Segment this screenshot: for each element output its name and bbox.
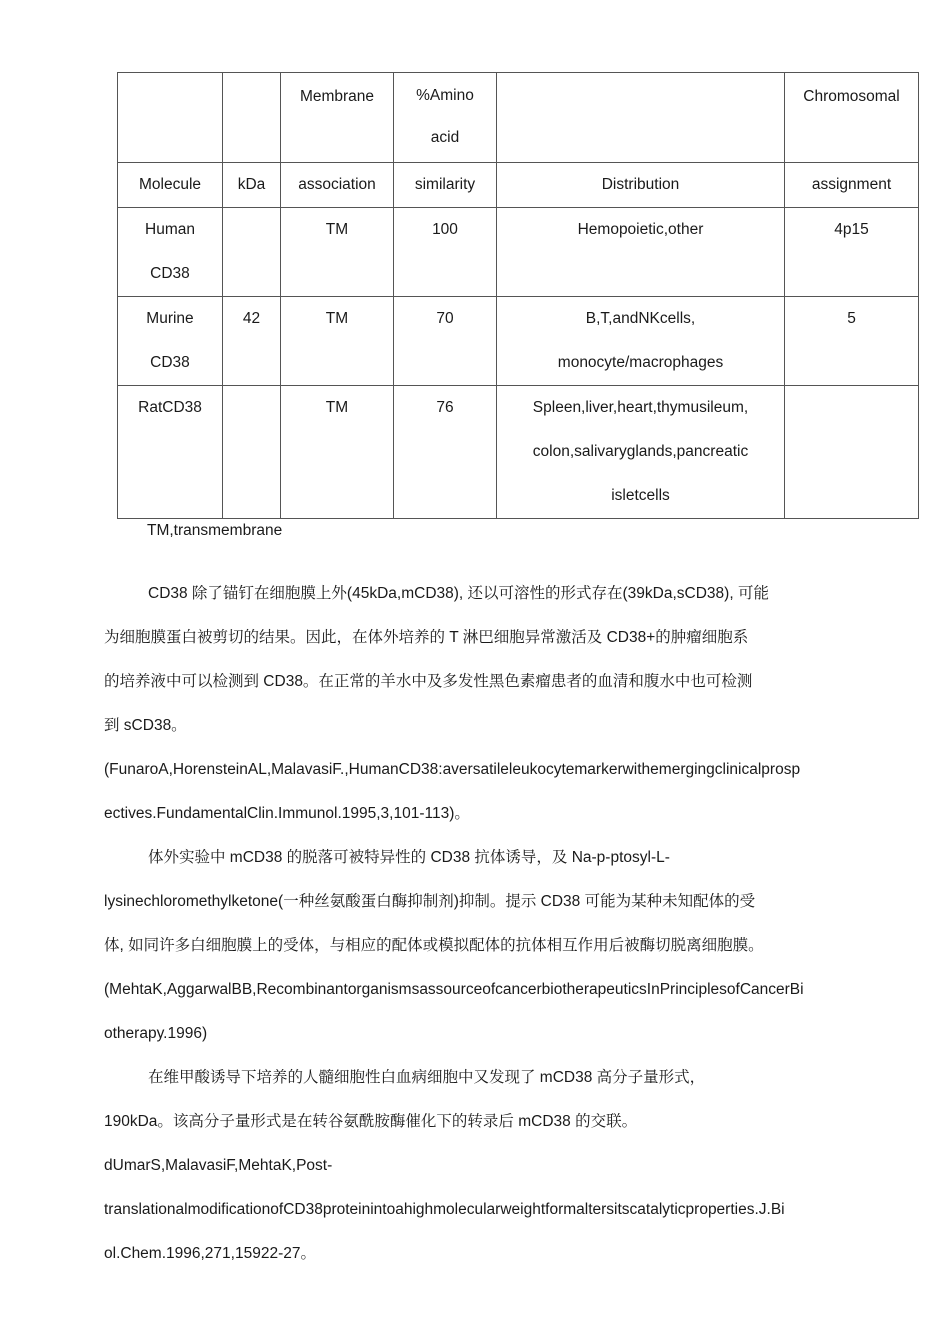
table-header-row-top [118, 73, 919, 163]
distribution-line: monocyte/macrophages [557, 354, 724, 371]
distribution-line: Spleen,liver,heart,thymusileum, [532, 399, 749, 416]
distribution-line: isletcells [611, 487, 670, 504]
paragraph-1 [104, 572, 864, 1276]
header-association: association [281, 163, 394, 208]
cell-membrane: TM [281, 386, 394, 519]
text-line: 的培养液中可以检测到 CD38。在正常的羊水中及多发性黑色素瘤患者的血清和腹水中也可检测 [104, 673, 753, 690]
header-molecule: Molecule [118, 163, 223, 208]
reference-line: ol.Chem.1996,271,15922-27。 [104, 1245, 316, 1262]
distribution-line: colon,salivaryglands,pancreatic [532, 443, 749, 460]
reference-line: (MehtaK,AggarwalBB,RecombinantorganismsassourceofcancerbiotherapeuticsInPrinciplesofCancerBi [104, 981, 804, 998]
distribution-line: Hemopoietic,other [577, 221, 704, 238]
header-cell [281, 73, 394, 163]
header-cell [118, 73, 223, 163]
cell-kda [223, 208, 281, 297]
header-cell [785, 73, 919, 163]
cell-similarity: 70 [394, 297, 497, 386]
header-cell [223, 73, 281, 163]
table-footnote: TM,transmembrane [147, 522, 283, 539]
header-membrane: Membrane [299, 88, 375, 105]
cell-kda: 42 [223, 297, 281, 386]
cell-similarity: 76 [394, 386, 497, 519]
header-cell [394, 73, 497, 163]
header-amino-line1: %Amino [416, 87, 474, 104]
cell-chromosomal: 5 [785, 297, 919, 386]
molecule-line: Murine [146, 310, 194, 327]
text-line: lysinechloromethylketone(一种丝氨酸蛋白酶抑制剂)抑制。提示 CD38 可能为某种未知配体的受 [104, 893, 756, 910]
cell-distribution [497, 297, 785, 386]
text-line: 体, 如同许多白细胞膜上的受体，与相应的配体或模拟配体的抗体相互作用后被酶切脱离细胞膜。 [104, 937, 764, 954]
cell-molecule [118, 386, 223, 519]
reference-line: dUmarS,MalavasiF,MehtaK,Post- [104, 1157, 333, 1174]
molecule-line: CD38 [150, 354, 190, 371]
reference-line: translationalmodificationofCD38proteinintoahighmolecularweightformaltersitscatalyticproperties.J.Bi [104, 1201, 785, 1218]
cell-molecule [118, 208, 223, 297]
header-amino-line2: acid [430, 129, 460, 146]
cell-molecule [118, 297, 223, 386]
header-similarity: similarity [394, 163, 497, 208]
header-chromosomal: Chromosomal [803, 88, 900, 105]
molecule-line: Human [145, 221, 195, 238]
text-line: 体外实验中 mCD38 的脱落可被特异性的 CD38 抗体诱导，及 Na-p-ptosyl-L- [148, 849, 670, 866]
header-kda: kDa [223, 163, 281, 208]
distribution-line: B,T,andNKcells, [585, 310, 696, 327]
cell-membrane: TM [281, 208, 394, 297]
header-cell [497, 73, 785, 163]
reference-line: (FunaroA,HorensteinAL,MalavasiF.,HumanCD38:aversatileleukocytemarkerwithemergingclinicalprosp [104, 761, 801, 778]
header-assignment: assignment [785, 163, 919, 208]
cell-similarity: 100 [394, 208, 497, 297]
text-line: 到 sCD38。 [104, 717, 187, 734]
text-line: 为细胞膜蛋白被剪切的结果。因此，在体外培养的 T 淋巴细胞异常激活及 CD38+的肿瘤细胞系 [104, 629, 749, 646]
reference-line: otherapy.1996) [104, 1025, 208, 1042]
header-distribution: Distribution [497, 163, 785, 208]
molecule-line: RatCD38 [138, 399, 202, 416]
text-line: 在维甲酸诱导下培养的人髓细胞性白血病细胞中又发现了 mCD38 高分子量形式， [148, 1069, 706, 1086]
text-line: CD38 除了锚钉在细胞膜上外(45kDa,mCD38), 还以可溶性的形式存在(39kDa,sCD38), 可能 [148, 585, 769, 602]
reference-line: ectives.FundamentalClin.Immunol.1995,3,101-113)。 [104, 805, 470, 822]
table-row [118, 386, 919, 519]
text-line: 190kDa。该高分子量形式是在转谷氨酰胺酶催化下的转录后 mCD38 的交联。 [104, 1113, 638, 1130]
cell-chromosomal: 4p15 [785, 208, 919, 297]
table-row [118, 297, 919, 386]
cell-chromosomal [785, 386, 919, 519]
cell-distribution [497, 208, 785, 297]
molecule-line: CD38 [150, 265, 190, 282]
cd38-comparison-table [117, 72, 919, 519]
cell-membrane: TM [281, 297, 394, 386]
cell-distribution [497, 386, 785, 519]
table-header-row-bottom [118, 163, 919, 208]
table-row [118, 208, 919, 297]
cell-kda [223, 386, 281, 519]
